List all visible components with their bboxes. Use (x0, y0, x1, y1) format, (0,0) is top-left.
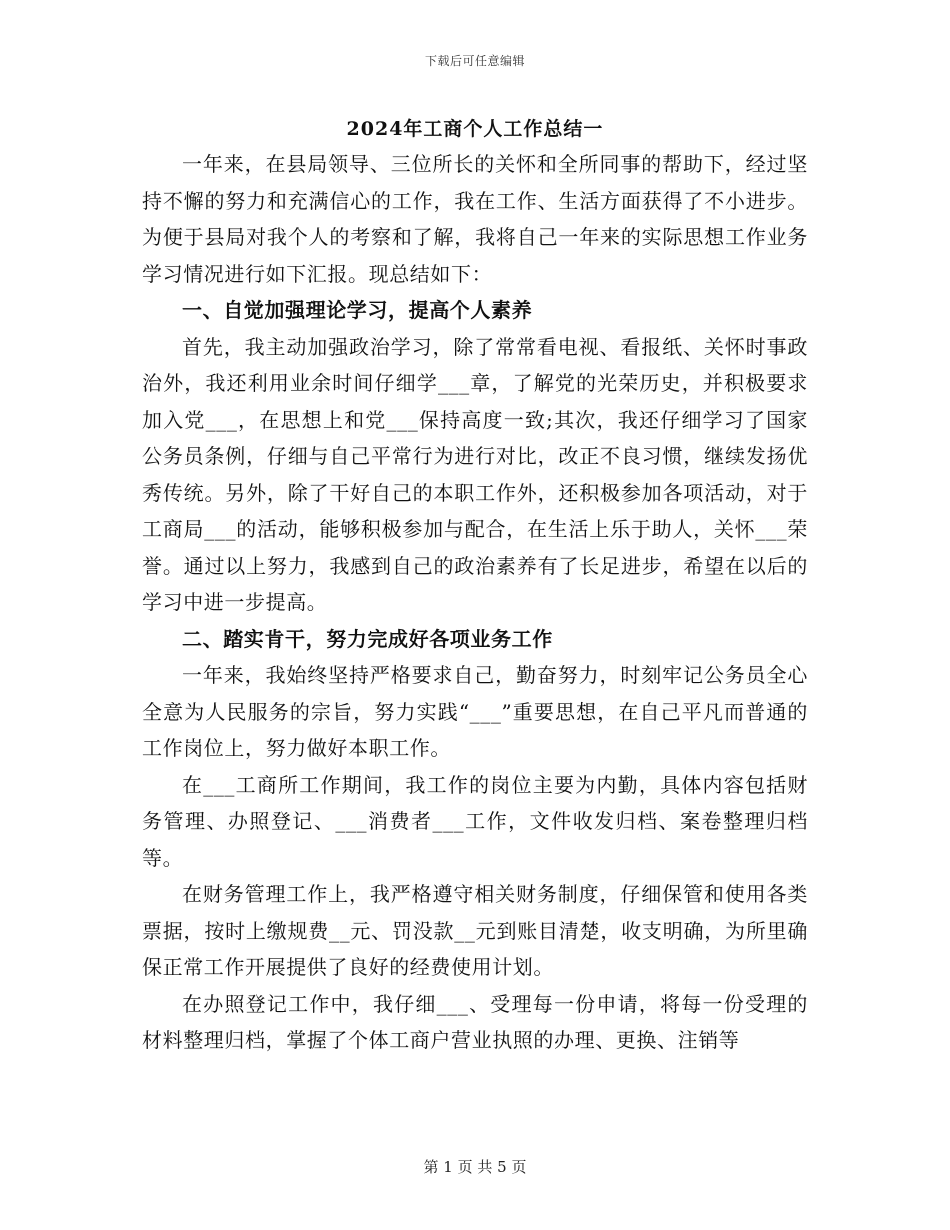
section-2-paragraph-4: 在办照登记工作中，我仔细___、受理每一份申请，将每一份受理的材料整理归档，掌握了个体工商户营业执照的办理、更换、注销等 (142, 991, 808, 1052)
document-body (142, 146, 808, 1059)
section-2-paragraph-3: 在财务管理工作上，我严格遵守相关财务制度，仔细保管和使用各类票据，按时上缴规费__元、罚没款__元到账目清楚，收支明确，为所里确保正常工作开展提供了良好的经费使用计划。 (142, 882, 808, 979)
header-note: 下载后可任意编辑 (424, 54, 525, 68)
page-number: 第 1 页 共 5 页 (423, 1158, 527, 1176)
document-title: 2024年工商个人工作总结一 (346, 118, 604, 140)
intro-paragraph: 一年来，在县局领导、三位所长的关怀和全所同事的帮助下，经过坚持不懈的努力和充满信心的工作，我在工作、生活方面获得了不小进步。为便于县局对我个人的考察和了解，我将自己一年来的实际思想工作业务学习情况进行如下汇报。现总结如下： (142, 152, 808, 286)
section-2-paragraph-1: 一年来，我始终坚持严格要求自己，勤奋努力，时刻牢记公务员全心全意为人民服务的宗旨，努力实践“___”重要思想，在自己平凡而普通的工作岗位上，努力做好本职工作。 (142, 663, 808, 760)
section-heading-2: 二、踏实肯干，努力完成好各项业务工作 (182, 626, 553, 651)
section-heading-1: 一、自觉加强理论学习，提高个人素养 (182, 298, 533, 322)
section-2-paragraph-2: 在___工商所工作期间，我工作的岗位主要为内勤，具体内容包括财务管理、办照登记、___消费者___工作，文件收发归档、案卷整理归档等。 (142, 772, 808, 870)
section-1-paragraph: 首先，我主动加强政治学习，除了常常看电视、看报纸、关怀时事政治外，我还利用业余时间仔细学___章，了解党的光荣历史，并积极要求加入党___，在思想上和党___保持高度一致;其次，我还仔细学习了国家公务员条例，仔细与自己平常行为进行对比，改正不良习惯，继续发扬优秀传统。另外，除了干好自己的本职工作外，还积极参加各项活动，对于工商局___的活动，能够积极参加与配合，在生活上乐于助人，关怀___荣誉。通过以上努力，我感到自己的政治素养有了长足进步，希望在以后的学习中进一步提高。 (142, 334, 808, 614)
